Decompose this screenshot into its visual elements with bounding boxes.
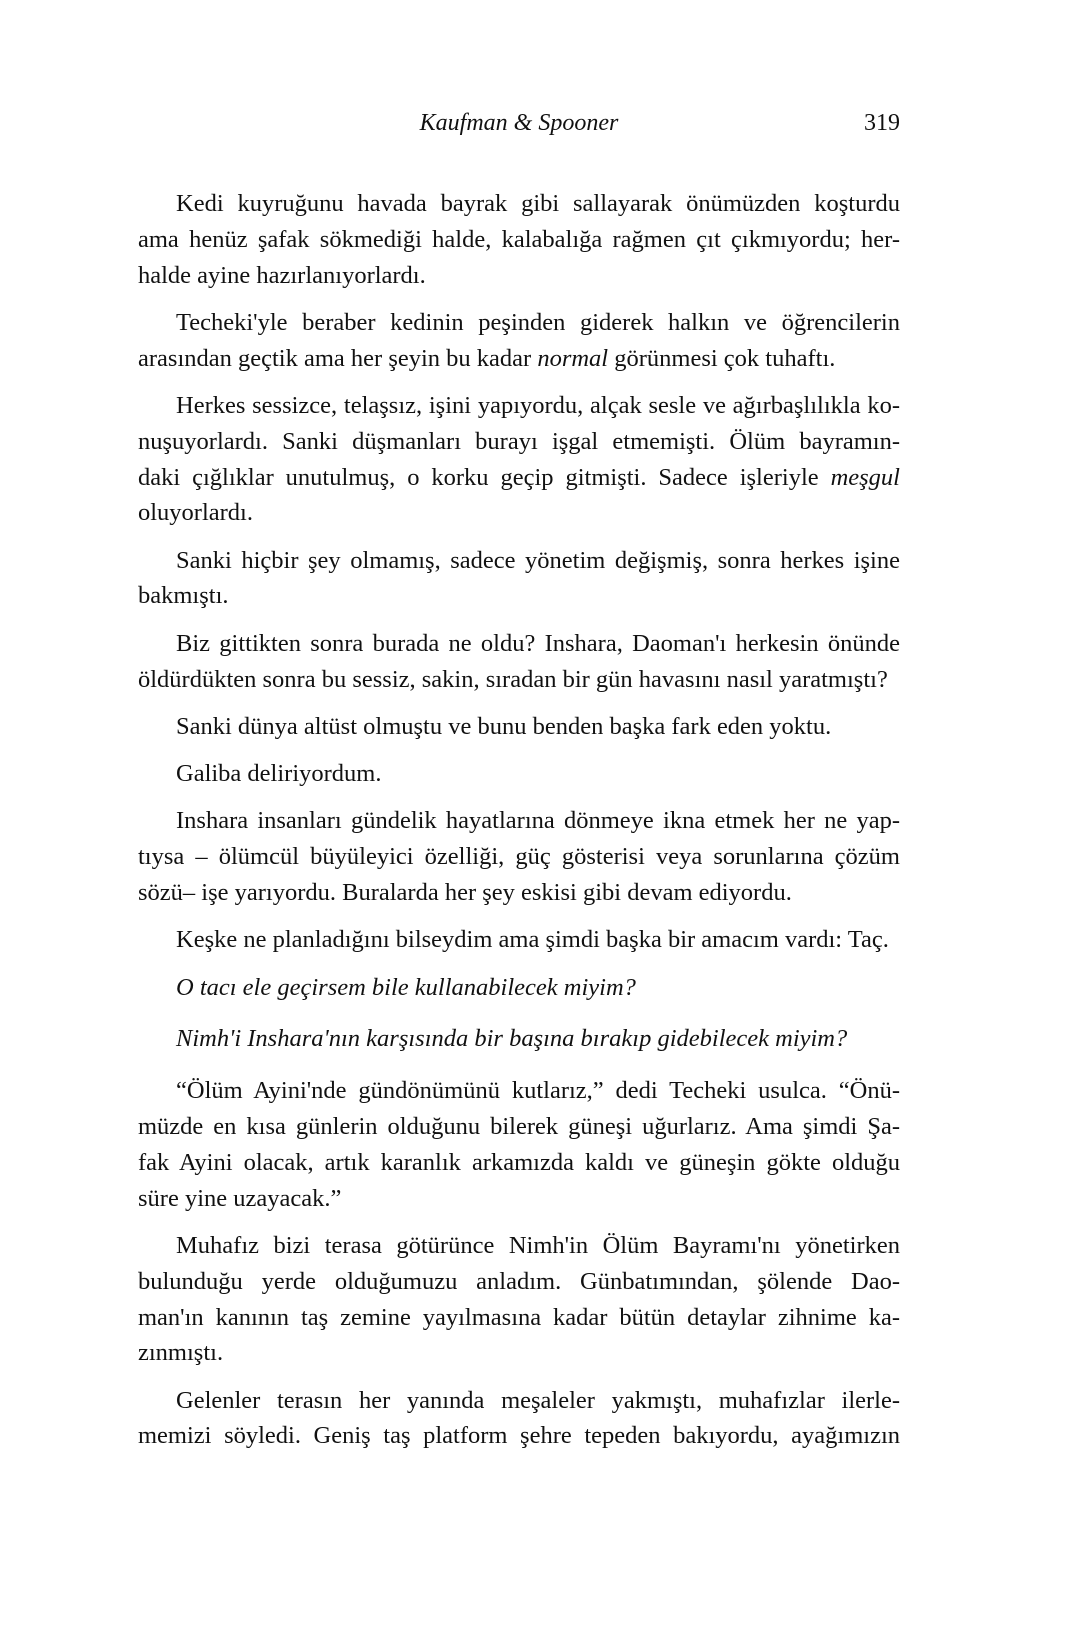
text-line: öldürdükten sonra bu sessiz, sakin, sıradan bir gün havasını nasıl yaratmıştı? xyxy=(138,665,888,693)
page-body xyxy=(138,186,900,1466)
text-line: bulunduğu yerde olduğumuzu anladım. Günbatımından, şölende Dao- xyxy=(138,1267,900,1295)
paragraph xyxy=(138,922,900,958)
text-line: fak Ayini olacak, artık karanlık arkamızda kaldı ve güneşin gökte olduğu xyxy=(138,1148,900,1176)
text-line: daki çığlıklar unutulmuş, o korku geçip gitmişti. Sadece işleriyle meşgul xyxy=(138,463,900,491)
paragraph xyxy=(138,970,900,1006)
text-line: Biz gittikten sonra burada ne oldu? Inshara, Daoman'ı herkesin önünde xyxy=(176,629,900,657)
paragraph xyxy=(138,388,900,531)
text-line: Nimh'i Inshara'nın karşısında bir başına bırakıp gidebilecek miyim? xyxy=(176,1025,848,1053)
paragraph xyxy=(138,305,900,377)
text-line: Techeki'yle beraber kedinin peşinden giderek halkın ve öğrencilerin xyxy=(176,308,900,336)
paragraph xyxy=(138,1021,900,1057)
text-line: süre yine uzayacak.” xyxy=(138,1184,342,1212)
paragraph xyxy=(138,803,900,910)
text-line: tıysa – ölümcül büyüleyici özelliği, güç gösterisi veya sorunlarına çözüm xyxy=(138,843,900,871)
emphasis: normal xyxy=(537,344,609,372)
text-line: zınmıştı. xyxy=(138,1339,224,1367)
paragraph xyxy=(138,756,900,792)
paragraph xyxy=(138,1383,900,1455)
paragraph xyxy=(138,543,900,615)
text-line: oluyorlardı. xyxy=(138,499,253,527)
text-line: Keşke ne planladığını bilseydim ama şimdi başka bir amacım vardı: Taç. xyxy=(176,926,889,954)
text-line: O tacı ele geçirsem bile kullanabilecek miyim? xyxy=(176,973,636,1001)
paragraph xyxy=(138,1228,900,1371)
text-line: Muhafız bizi terasa götürünce Nimh'in Ölüm Bayramı'nı yönetirken xyxy=(176,1231,900,1259)
text-line: memizi söyledi. Geniş taş platform şehre tepeden bakıyordu, ayağımızın xyxy=(138,1422,900,1450)
running-title: Kaufman & Spooner xyxy=(419,110,619,136)
emphasis: meşgul xyxy=(830,463,900,491)
text-line: sözü– işe yarıyordu. Buralarda her şey eskisi gibi devam ediyordu. xyxy=(138,879,792,907)
text-line: halde ayine hazırlanıyorlardı. xyxy=(138,261,426,289)
text-line: man'ın kanının taş zemine yayılmasına kadar bütün detaylar zihnime ka- xyxy=(138,1303,900,1331)
paragraph xyxy=(138,626,900,698)
page-number: 319 xyxy=(864,110,900,136)
paragraph xyxy=(138,1073,900,1216)
text-line: bakmıştı. xyxy=(138,582,229,610)
text-line: Galiba deliriyordum. xyxy=(176,760,382,788)
text-line: Sanki hiçbir şey olmamış, sadece yönetim değişmiş, sonra herkes işine xyxy=(176,546,900,574)
running-header xyxy=(138,110,900,146)
text-line: arasından geçtik ama her şeyin bu kadar normal görünmesi çok tuhaftı. xyxy=(138,344,836,372)
text-line: ama henüz şafak sökmediği halde, kalabalığa rağmen çıt çıkmıyordu; her- xyxy=(138,225,900,253)
text-line: müzde en kısa günlerin olduğunu bilerek güneşi uğurlarız. Ama şimdi Şa- xyxy=(138,1113,900,1141)
text-line: Gelenler terasın her yanında meşaleler yakmıştı, muhafızlar ilerle- xyxy=(176,1386,900,1414)
text-line: Inshara insanları gündelik hayatlarına dönmeye ikna etmek her ne yap- xyxy=(176,807,900,835)
text-line: Sanki dünya altüst olmuştu ve bunu benden başka fark eden yoktu. xyxy=(176,712,832,740)
paragraph xyxy=(138,186,900,293)
text-line: Kedi kuyruğunu havada bayrak gibi sallayarak önümüzden koşturdu xyxy=(176,190,900,217)
text-line: Herkes sessizce, telaşsız, işini yapıyordu, alçak sesle ve ağırbaşlılıkla ko- xyxy=(176,391,900,419)
text-line: nuşuyorlardı. Sanki düşmanları burayı işgal etmemişti. Ölüm bayramın- xyxy=(138,427,900,455)
paragraph xyxy=(138,709,900,745)
text-line: “Ölüm Ayini'nde gündönümünü kutlarız,” dedi Techeki usulca. “Önü- xyxy=(176,1077,900,1105)
